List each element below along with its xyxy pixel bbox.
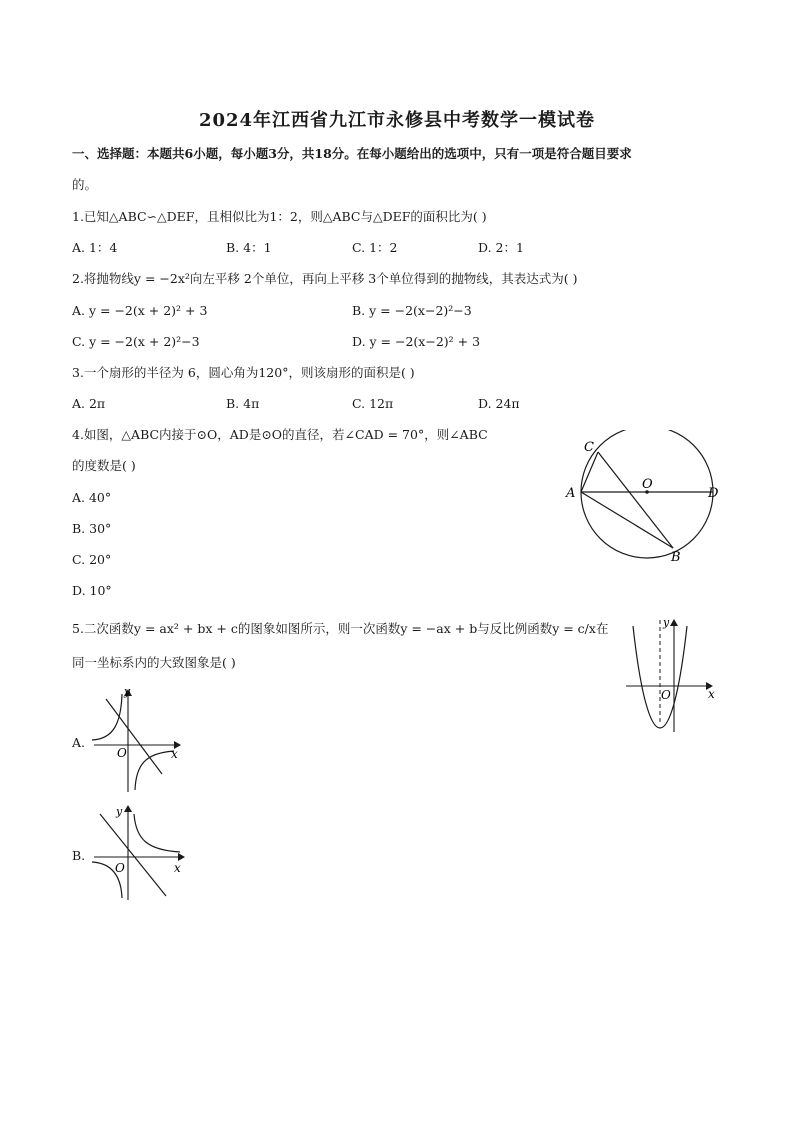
label-o: O: [642, 477, 653, 492]
section-heading-continued: 的。: [72, 177, 98, 192]
label-d: D: [708, 486, 719, 501]
segment-cb: [598, 452, 673, 548]
question-2-option-b[interactable]: B. y = −2(x−2)²−3: [352, 303, 472, 318]
question-3-option-b[interactable]: B. 4π: [226, 396, 260, 411]
question-4-option-b[interactable]: B. 30°: [72, 521, 112, 536]
question-2-option-d[interactable]: D. y = −2(x−2)² + 3: [352, 334, 481, 349]
question-2-option-a[interactable]: A. y = −2(x + 2)² + 3: [72, 303, 208, 318]
question-3-option-c[interactable]: C. 12π: [352, 396, 394, 411]
axis-label-y: y: [116, 805, 123, 818]
option-a-graph[interactable]: [88, 684, 184, 794]
question-5-stem-continued: 同一坐标系内的大致图象是( ): [72, 655, 236, 670]
question-1-option-d[interactable]: D. 2：1: [478, 240, 524, 255]
origin-label: O: [117, 746, 127, 760]
hyperbola-branch-upper: [134, 814, 180, 852]
axis-label-x: x: [708, 687, 715, 701]
question-2-option-c[interactable]: C. y = −2(x + 2)²−3: [72, 334, 200, 349]
question-1-option-b[interactable]: B. 4：1: [226, 240, 272, 255]
question-4-circle-figure: [562, 430, 732, 566]
option-b-graph[interactable]: [88, 800, 188, 904]
question-3-stem: 3.一个扇形的半径为 6，圆心角为120°，则该扇形的面积是( ): [72, 365, 415, 380]
question-2-stem: 2.将抛物线y = −2x²向左平移 2个单位，再向上平移 3个单位得到的抛物线，其表达式为( ): [72, 271, 578, 286]
question-1-option-a[interactable]: A. 1：4: [72, 240, 118, 255]
question-5-stem: 5.二次函数y = ax² + bx + c的图象如图所示，则一次函数y = −ax + b与反比例函数y = c/x在: [72, 621, 609, 636]
question-4-stem: 4.如图，△ABC内接于⊙O，AD是⊙O的直径，若∠CAD = 70°，则∠ABC: [72, 427, 488, 442]
hyperbola-branch-lower: [135, 751, 174, 790]
question-5-parabola-figure: [620, 612, 724, 736]
axis-label-y: y: [124, 685, 131, 698]
question-4-option-d[interactable]: D. 10°: [72, 583, 112, 598]
origin-label: O: [115, 861, 125, 875]
axis-label-x: x: [171, 747, 178, 761]
question-5-option-b[interactable]: B.: [72, 848, 86, 863]
axis-label-x: x: [174, 861, 181, 875]
question-3-option-a[interactable]: A. 2π: [72, 396, 106, 411]
question-1-option-c[interactable]: C. 1：2: [352, 240, 398, 255]
segment-ab: [581, 492, 673, 548]
label-a: A: [566, 486, 576, 501]
question-5-option-a[interactable]: A.: [72, 735, 86, 750]
question-4-option-a[interactable]: A. 40°: [72, 490, 112, 505]
axis-label-y: y: [663, 616, 670, 629]
origin-label: O: [661, 688, 671, 702]
question-4-option-c[interactable]: C. 20°: [72, 552, 112, 567]
circle-o: [581, 430, 713, 558]
question-4-stem-continued: 的度数是( ): [72, 458, 136, 473]
label-c: C: [584, 440, 594, 455]
question-3-option-d[interactable]: D. 24π: [478, 396, 520, 411]
linear-function-line: [100, 814, 166, 896]
page-title: 2024年江西省九江市永修县中考数学一模试卷: [198, 110, 596, 131]
section-heading: 一、选择题：本题共6小题，每小题3分，共18分。在每小题给出的选项中，只有一项是符合题目要求: [72, 146, 632, 161]
linear-function-line: [106, 699, 162, 774]
label-b: B: [671, 550, 681, 565]
question-1-stem: 1.已知△ABC∽△DEF，且相似比为1：2，则△ABC与△DEF的面积比为( ): [72, 209, 487, 224]
